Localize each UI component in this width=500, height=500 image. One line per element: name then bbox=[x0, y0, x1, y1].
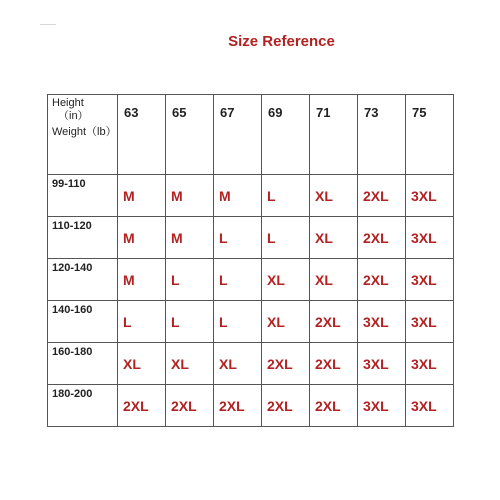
weight-label: Weight（lb） bbox=[52, 126, 117, 138]
weight-range-cell: 120-140 bbox=[48, 259, 118, 301]
size-cell: 2XL bbox=[214, 385, 262, 427]
table-body bbox=[48, 175, 454, 427]
size-cell: 2XL bbox=[310, 301, 358, 343]
height-header-cell: 71 bbox=[310, 95, 358, 175]
size-cell: XL bbox=[166, 343, 214, 385]
table-row bbox=[48, 259, 454, 301]
size-cell: L bbox=[214, 259, 262, 301]
height-header-cell: 75 bbox=[406, 95, 454, 175]
size-cell: L bbox=[166, 259, 214, 301]
size-cell: 3XL bbox=[406, 217, 454, 259]
decorative-dash bbox=[40, 24, 56, 25]
weight-range-cell: 160-180 bbox=[48, 343, 118, 385]
table-row bbox=[48, 175, 454, 217]
height-header-cell: 73 bbox=[358, 95, 406, 175]
size-cell: 2XL bbox=[262, 343, 310, 385]
size-cell: XL bbox=[118, 343, 166, 385]
size-cell: M bbox=[166, 175, 214, 217]
table-row bbox=[48, 301, 454, 343]
weight-range-cell: 99-110 bbox=[48, 175, 118, 217]
height-unit: （in） bbox=[58, 110, 89, 122]
size-cell: 3XL bbox=[406, 301, 454, 343]
weight-range-cell: 110-120 bbox=[48, 217, 118, 259]
size-cell: M bbox=[166, 217, 214, 259]
weight-range-cell: 180-200 bbox=[48, 385, 118, 427]
size-cell: L bbox=[214, 217, 262, 259]
size-cell: 2XL bbox=[262, 385, 310, 427]
size-cell: M bbox=[118, 217, 166, 259]
size-cell: XL bbox=[262, 301, 310, 343]
header-row bbox=[48, 95, 454, 175]
height-label: Height bbox=[52, 97, 84, 109]
height-header-cell: 63 bbox=[118, 95, 166, 175]
size-cell: XL bbox=[214, 343, 262, 385]
size-cell: XL bbox=[310, 175, 358, 217]
size-cell: M bbox=[214, 175, 262, 217]
size-cell: 2XL bbox=[358, 217, 406, 259]
height-header-cell: 65 bbox=[166, 95, 214, 175]
size-cell: 3XL bbox=[406, 259, 454, 301]
table-row bbox=[48, 343, 454, 385]
height-header-cell: 69 bbox=[262, 95, 310, 175]
size-cell: M bbox=[118, 259, 166, 301]
table-row bbox=[48, 385, 454, 427]
size-cell: 3XL bbox=[406, 343, 454, 385]
size-cell: 3XL bbox=[406, 385, 454, 427]
size-cell: M bbox=[118, 175, 166, 217]
corner-header-cell bbox=[48, 95, 118, 175]
size-cell: 2XL bbox=[310, 385, 358, 427]
size-cell: 2XL bbox=[310, 343, 358, 385]
size-cell: L bbox=[262, 175, 310, 217]
size-cell: 2XL bbox=[358, 175, 406, 217]
size-cell: 2XL bbox=[118, 385, 166, 427]
size-cell: L bbox=[166, 301, 214, 343]
size-cell: L bbox=[262, 217, 310, 259]
size-cell: XL bbox=[310, 259, 358, 301]
size-cell: 2XL bbox=[358, 259, 406, 301]
size-cell: XL bbox=[262, 259, 310, 301]
size-cell: 3XL bbox=[358, 301, 406, 343]
height-header-cell: 67 bbox=[214, 95, 262, 175]
size-cell: L bbox=[214, 301, 262, 343]
weight-range-cell: 140-160 bbox=[48, 301, 118, 343]
size-cell: 3XL bbox=[406, 175, 454, 217]
size-table bbox=[47, 94, 454, 427]
size-cell: L bbox=[118, 301, 166, 343]
size-cell: 3XL bbox=[358, 343, 406, 385]
size-cell: XL bbox=[310, 217, 358, 259]
page-title: Size Reference bbox=[228, 33, 335, 50]
size-cell: 3XL bbox=[358, 385, 406, 427]
size-cell: 2XL bbox=[166, 385, 214, 427]
table-row bbox=[48, 217, 454, 259]
